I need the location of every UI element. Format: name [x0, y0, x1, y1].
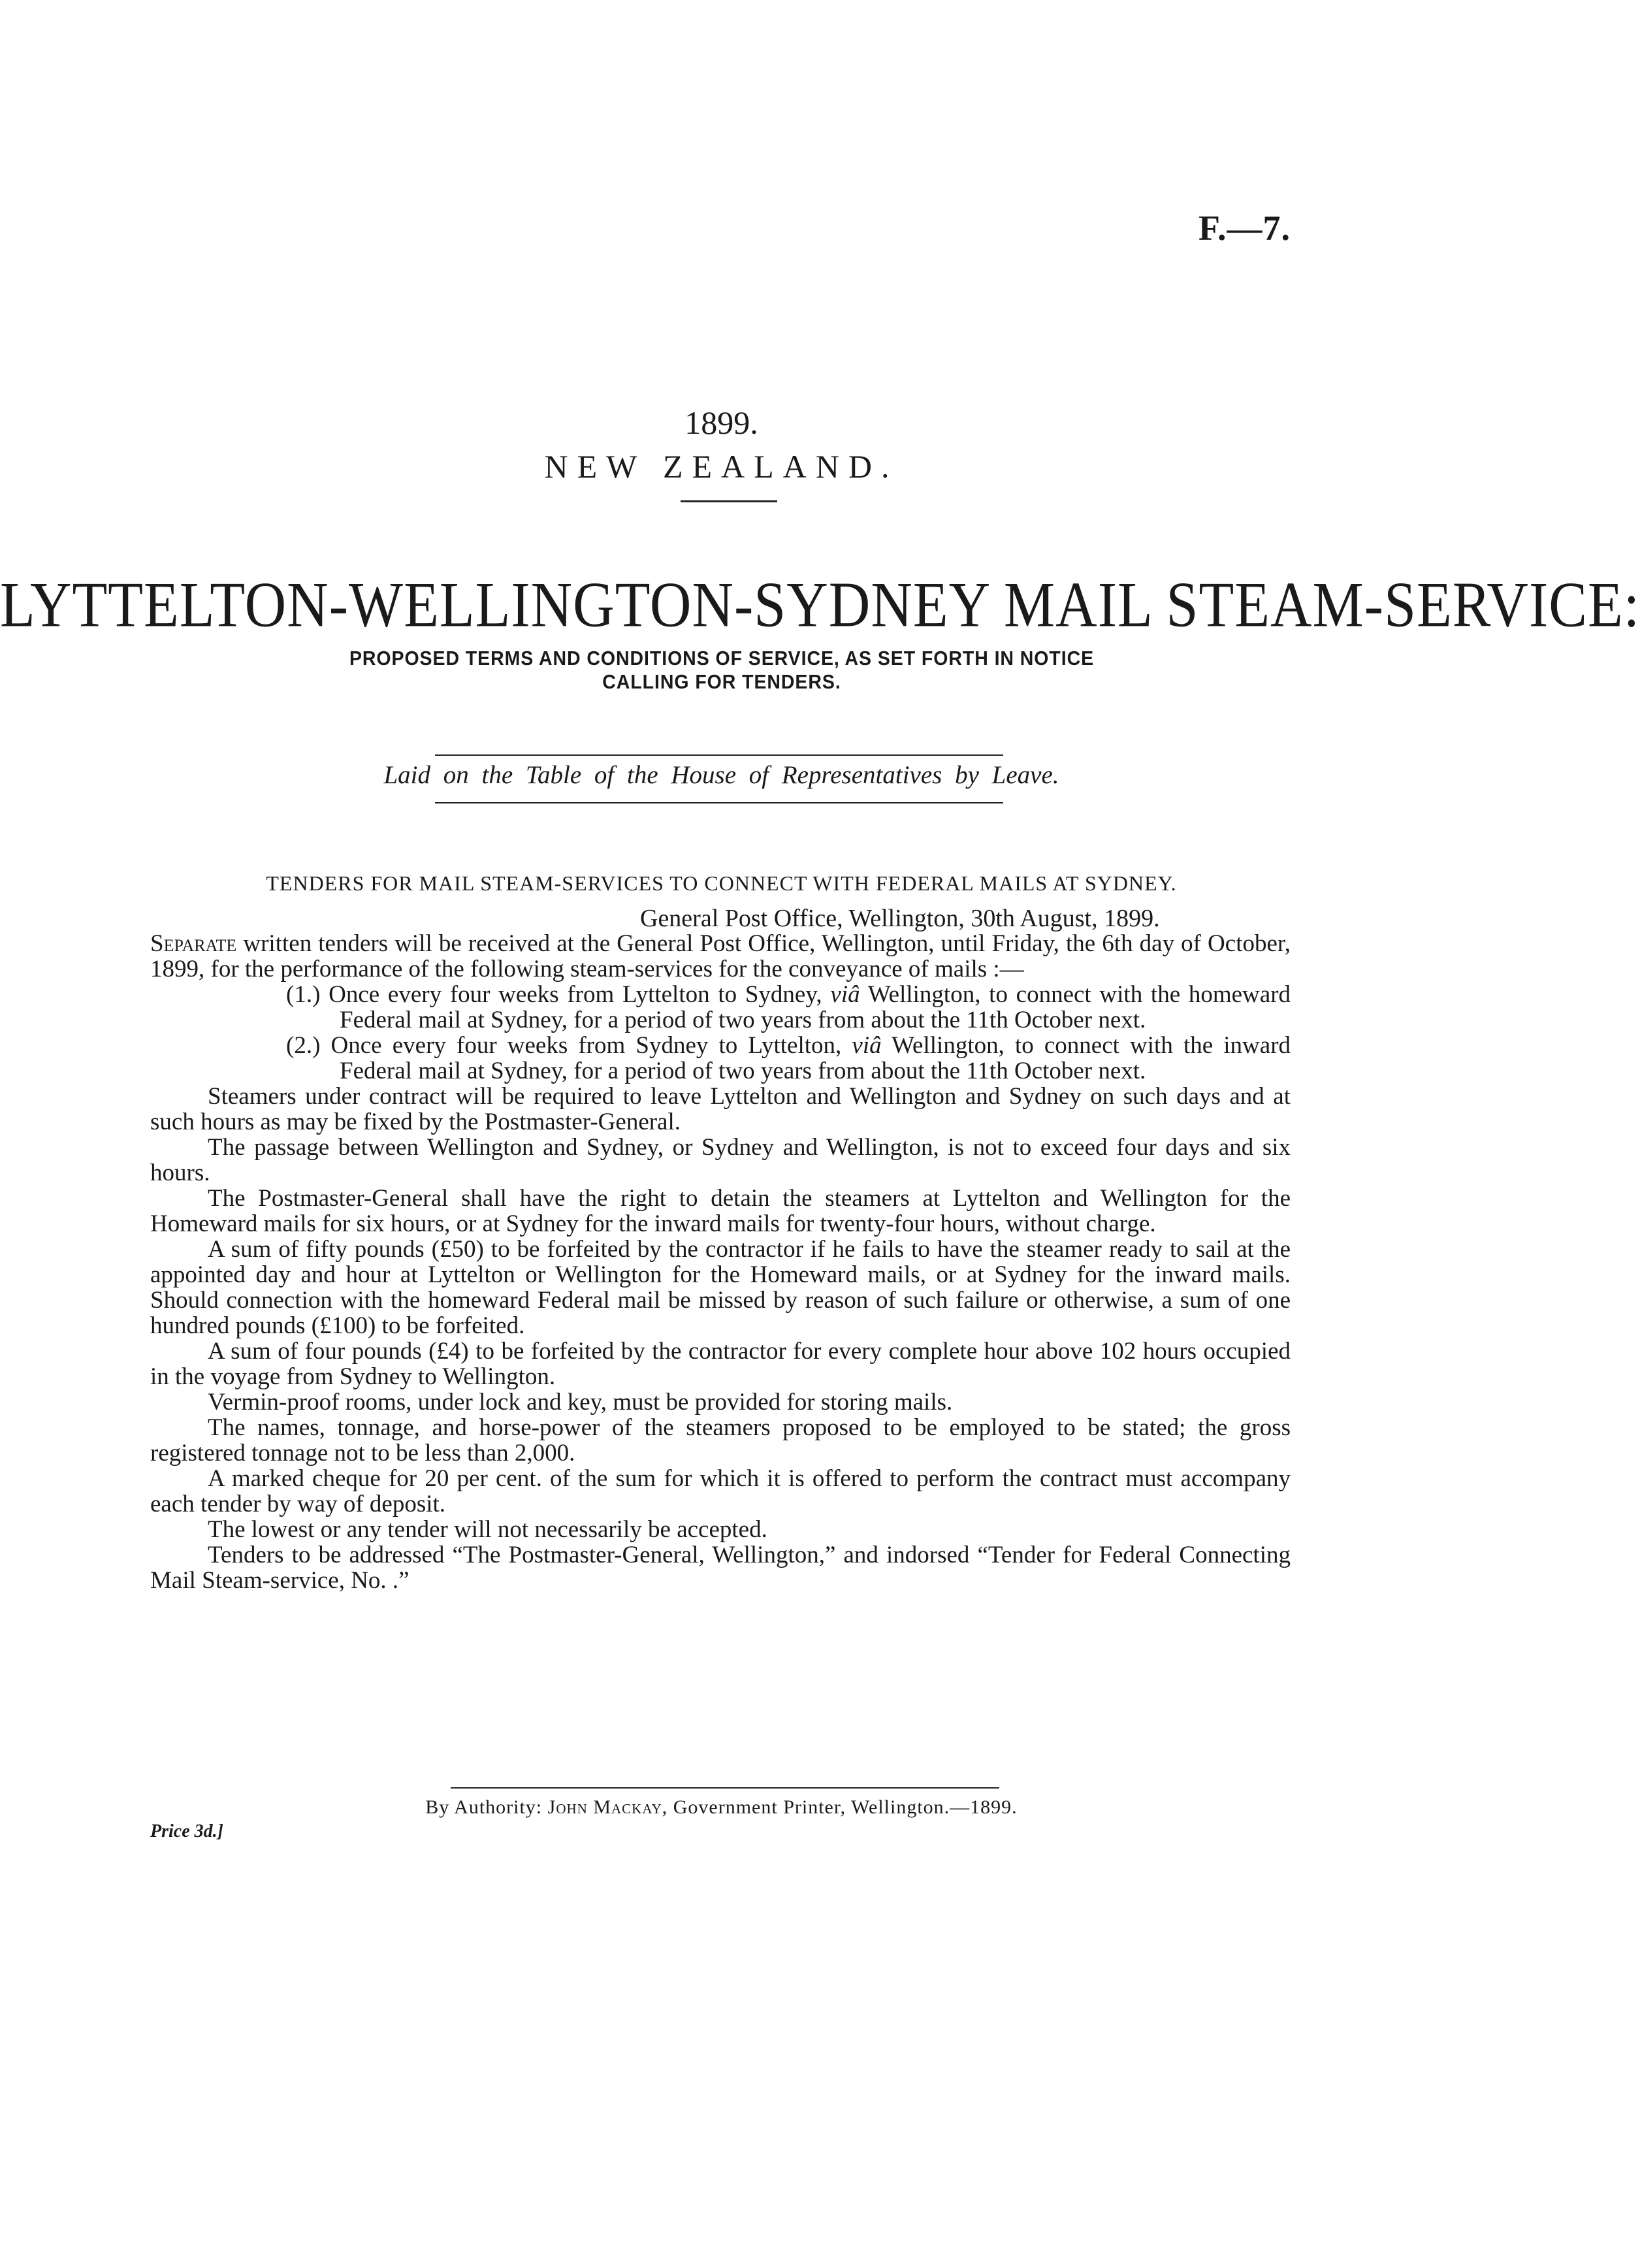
- intro-text: written tenders will be received at the General Post Office, Wellington, until Friday, the 6th day of October, 1899, for the performance of the following steam-services for the conveyance of mails :—: [150, 930, 1291, 982]
- country-heading: NEW ZEALAND.: [544, 448, 899, 485]
- condition-paragraph: The passage between Wellington and Sydney, or Sydney and Wellington, is not to exceed four days and six hours.: [150, 1134, 1291, 1186]
- subtitle-line-2: CALLING FOR TENDERS.: [602, 670, 841, 693]
- condition-paragraph: A marked cheque for 20 per cent. of the sum for which it is offered to perform the contract must accompany each tender by way of deposit.: [150, 1465, 1291, 1517]
- authority-prefix: By Authority:: [425, 1796, 543, 1818]
- item-via: viâ: [852, 1032, 882, 1059]
- item-text-a: Once every four weeks from Sydney to Lyttelton,: [330, 1032, 842, 1059]
- laid-top-rule: [435, 754, 1003, 756]
- item-number: (2.): [286, 1032, 321, 1059]
- condition-paragraph: The Postmaster-General shall have the right to detain the steamers at Lyttelton and Wellington for the Homeward mails for six hours, or at Sydney for the inward mails for twenty-four hours, without charge.: [150, 1185, 1291, 1237]
- condition-paragraph: The lowest or any tender will not necessarily be accepted.: [208, 1516, 767, 1543]
- condition-paragraph: Vermin-proof rooms, under lock and key, must be provided for storing mails.: [208, 1389, 953, 1416]
- authority-suffix: Government Printer, Wellington.—1899.: [673, 1796, 1018, 1818]
- footer-rule: [451, 1787, 999, 1789]
- service-item-1: [150, 982, 1291, 1033]
- condition-paragraph: Steamers under contract will be required to leave Lyttelton and Wellington and Sydney on such days and at such hours as may be fixed by the Postmaster-General.: [150, 1083, 1291, 1135]
- intro-lead-word: Separate: [150, 930, 237, 957]
- laid-bottom-rule: [435, 802, 1003, 803]
- printer-name: John Mackay,: [547, 1796, 668, 1818]
- condition-paragraph: A sum of four pounds (£4) to be forfeited by the contractor for every complete hour above 102 hours occupied in the voyage from Sydney to Wellington.: [150, 1338, 1291, 1390]
- short-divider: [681, 500, 777, 502]
- laid-on-table-note: Laid on the Table of the House of Representatives by Leave.: [383, 761, 1059, 789]
- document-subtitle: [298, 647, 1145, 694]
- subtitle-line-1: PROPOSED TERMS AND CONDITIONS OF SERVICE, AS SET FORTH IN NOTICE: [349, 647, 1095, 670]
- notice-body: [150, 931, 1291, 1593]
- condition-paragraph: A sum of fifty pounds (£50) to be forfeited by the contractor if he fails to have the steamer ready to sail at the appointed day and hour at Lyttelton or Wellington for the Homeward mails, or at Sydney for the inward mails. Should connection with the homeward Federal mail be missed by reason of such failure or otherwise, a sum of one hundred pounds (£100) to be forfeited.: [150, 1236, 1291, 1339]
- service-item-2: [150, 1033, 1291, 1084]
- item-text-b: Wellington, to connect with the inward Federal mail at Sydney, for a period of two years from about the 11th October next.: [340, 1032, 1291, 1084]
- year-heading: 1899.: [684, 404, 758, 441]
- printer-imprint: [0, 1796, 1443, 1819]
- document-title: LYTTELTON-WELLINGTON-SYDNEY MAIL STEAM-SERVICE:: [0, 570, 1640, 641]
- item-text-a: Once every four weeks from Lyttelton to Sydney,: [329, 981, 822, 1008]
- intro-paragraph: [150, 931, 1291, 982]
- condition-paragraph: The names, tonnage, and horse-power of the steamers proposed to be employed to be stated; the gross registered tonnage not to be less than 2,000.: [150, 1414, 1291, 1466]
- item-number: (1.): [286, 981, 321, 1008]
- price-note: Price 3d.]: [150, 1821, 223, 1841]
- item-text-b: Wellington, to connect with the homeward Federal mail at Sydney, for a period of two years from about the 11th October next.: [340, 981, 1291, 1033]
- item-via: viâ: [830, 981, 860, 1008]
- notice-heading: TENDERS FOR MAIL STEAM-SERVICES TO CONNECT WITH FEDERAL MAILS AT SYDNEY.: [266, 871, 1177, 895]
- page-reference: F.—7.: [1198, 208, 1291, 248]
- condition-paragraph: Tenders to be addressed “The Postmaster-General, Wellington,” and indorsed “Tender for Federal Connecting Mail Steam-service, No. .”: [150, 1542, 1291, 1594]
- notice-dateline: General Post Office, Wellington, 30th August, 1899.: [640, 905, 1160, 932]
